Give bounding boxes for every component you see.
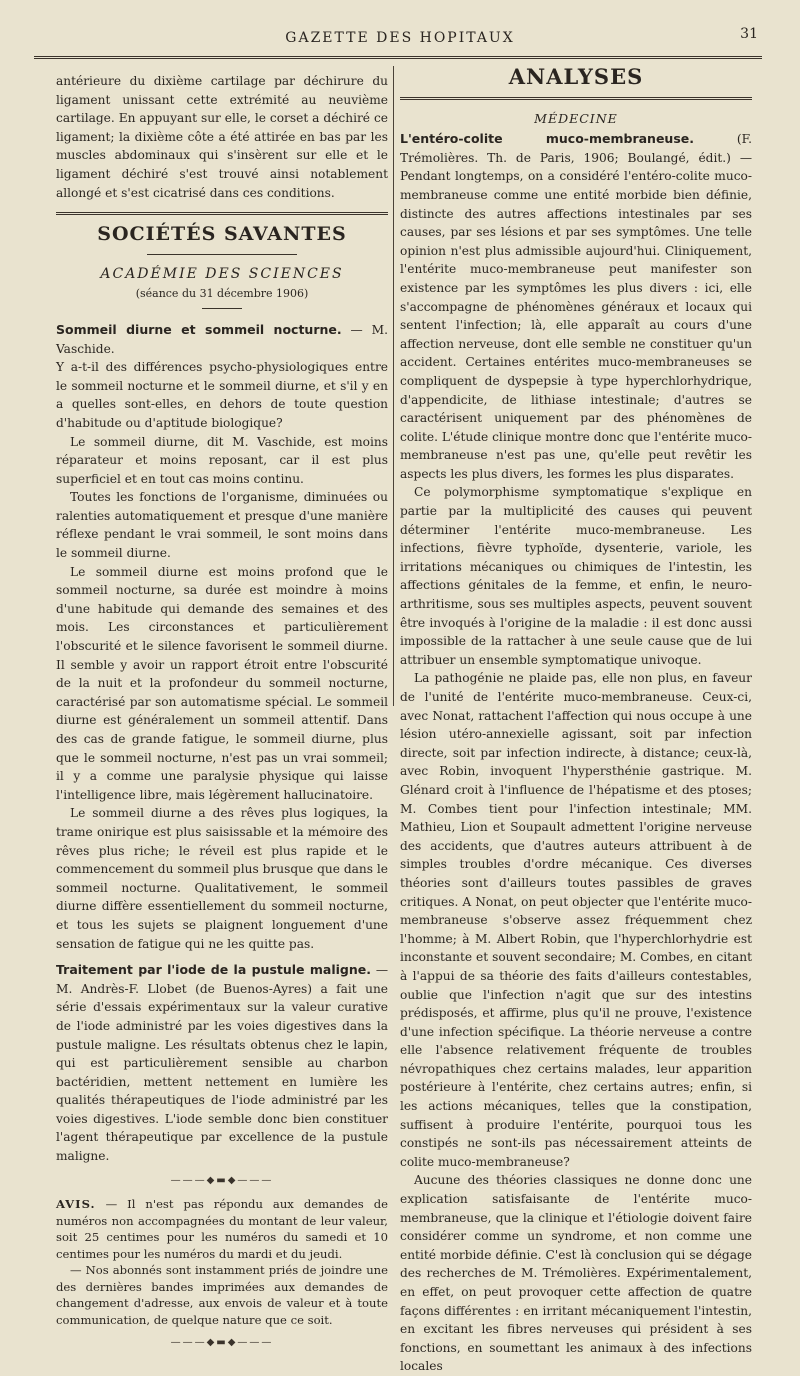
page-number: 31: [740, 26, 758, 42]
title-underline: [147, 254, 297, 255]
paragraph: Ce polymorphisme symptomatique s'explique en partie par la multiplicité des causes qui peuvent déterminer l'entérite muco-membraneuse. Les infections, fièvre typhoïde, dysenterie, variole, les irritations mécaniques ou chimiques de l'intestin, les affections génitales de la femme, et enfin, le neuro-arthritisme, sous ses multiples aspects, peuvent souvent être invoqués à l'origine de la maladie : il est donc aussi impossible de la rattacher à une seule cause que de lui attribuer un ensemble symptomatique univoque.: [400, 485, 752, 667]
paragraph: La pathogénie ne plaide pas, elle non plus, en faveur de l'unité de l'entérite muco-membraneuse. Ceux-ci, avec Nonat, rattachent l'affection qui nous occupe à une lésion utéro-annexielle agissant, soit par infection directe, soit par infection indirecte, à distance; ceux-là, avec Robin, invoquent l'hypersthénie gastrique. M. Glénard croit à l'influence de l'hépatisme et des ptoses; M. Combes tient pour l'infection intestinale; MM. Mathieu, Lion et Soupault admettent l'origine nerveuse des accidents, que d'autres auteurs attribuent à de simples troubles d'ordre mécanique. Ces diverses théories sont d'ailleurs toutes passibles de graves critiques. A Nonat, on peut objecter que l'entérite muco-membraneuse s'observe assez fréquemment chez l'homme; à M. Albert Robin, que l'hyperchlorhydrie est inconstante et souvent secondaire; M. Combes, en citant à l'appui de sa théorie des faits d'ailleurs contestables, oublie que l'infection n'agit que sur des intestins prédisposés, et affirme, plus qu'il ne prouve, l'existence d'une infection spécifique. La théorie nerveuse a contre elle l'absence relativement fréquente de troubles névropathiques chez certains malades, leur apparition postérieure à l'entérite, chez certains autres; enfin, si les actions mécaniques, telles que la constipation, suffisent à produire l'entérite, pourquoi tous les constipés ne sont-ils pas nécessairement atteints de colite muco-membraneuse?: [400, 671, 752, 1169]
paragraph: Aucune des théories classiques ne donne donc une explication satisfaisante de l'entérite muco-membraneuse, que la clinique et l'étiologie doivent faire considérer comme un syndrome, et non comme une entité morbide définie. C'est là conclusion qui se dégage des recherches de M. Trémolières. Expérimentalement, en effet, on peut provoquer cette affection de quatre façons différentes : en irritant mécaniquement l'intestin, en excitant les fibres nerveuses qui président à ses fonctions, en soumettant les animaux à des infections locales: [400, 1173, 752, 1374]
header-rule: [34, 56, 762, 59]
paragraph: — Pendant longtemps, on a considéré l'entéro-colite muco-membraneuse comme une entité morbide bien définie, distincte des autres affections intestinales par ses causes, par ses lésions et par ses symptômes. Une telle opinion n'est plus admissible aujourd'hui. Cliniquement, l'entérite muco-membraneuse peut manifester son existence par les symptômes les plus divers : ici, elle s'accompagne de phénomènes généraux et locaux qui sentent l'infection; là, elle apparaît au cours d'une affection nerveuse, dont elle semble ne constituer qu'un accident. Certaines entérites muco-membraneuses se compliquent de dyspepsie à type hyperchlorhydrique, d'appendicite, de lithiase intestinale; d'autres se caractérisent uniquement par des phénomènes de colite. L'étude clinique montre donc que l'entérite muco-membraneuse n'est pas une, qu'elle peut revêtir les aspects les plus divers, les formes les plus disparates.: [400, 150, 753, 481]
section-rule: [400, 97, 752, 100]
paragraph: Le sommeil diurne, dit M. Vaschide, est moins réparateur et moins reposant, car il est plus superficiel et en tout cas moins continu.: [56, 434, 388, 486]
section-title-societes: SOCIÉTÉS SAVANTES: [97, 223, 347, 246]
paragraph: Y a-t-il des différences psycho-physiologiques entre le sommeil nocturne et le sommeil diurne, et s'il y en a quelles sont-elles, en dehors de toute question d'habitude ou d'aptitude biologique?: [56, 360, 388, 430]
article-sommeil-heading: [56, 321, 388, 358]
intro-paragraph: antérieure du dixième cartilage par déchirure du ligament unissant cette extrémité au neuvième cartilage. En appuyant sur elle, le corset a déchiré ce ligament; la dixième côte a été attirée en bas par les muscles abdominaux qui s'insèrent sur elle et le ligament déchiré s'est trouvé ainsi notablement allongé et s'est cicatrisé dans ces conditions.: [56, 74, 388, 200]
paragraph: a fait une série d'essais expérimentaux sur la valeur curative de l'iode administré par les voies digestives dans la pustule maligne. Les résultats obtenus chez le lapin, qui est particulièrement sensible au charbon bactéridien, mettent nettement en lumière les qualités thérapeutiques de l'iode administré par les voies digestives. L'iode semble donc bien constituer l'agent thérapeutique par excellence de la pustule maligne.: [56, 981, 389, 1164]
article-title: L'entéro-colite muco-membraneuse.: [400, 131, 694, 147]
avis-text: — Il n'est pas répondu aux demandes de numéros non accompagnées du montant de leur valeur, soit 25 centimes pour les numéros du samedi et 10 centimes pour les numéros du mardi et du jeudi.: [56, 1197, 388, 1261]
section-rule: [56, 212, 388, 215]
article-author: — M. Vaschide.: [56, 322, 389, 356]
ornament-divider: ———◆▬◆———: [170, 1337, 274, 1349]
article-entero-heading: [400, 130, 752, 483]
column-divider: [393, 66, 394, 706]
medecine-heading: MÉDECINE: [534, 110, 618, 126]
page-header: [40, 26, 760, 50]
academy-heading: ACADÉMIE DES SCIENCES: [100, 265, 344, 282]
journal-title: GAZETTE DES HOPITAUX: [285, 30, 515, 46]
seance-date: (séance du 31 décembre 1906): [135, 287, 309, 301]
ornament-divider: ———◆▬◆———: [170, 1174, 274, 1186]
short-rule: [202, 308, 242, 309]
article-reference: (F. Trémolières. Th. de Paris, 1906; Boulangé, édit.): [400, 132, 752, 165]
avis-notice: [56, 1196, 388, 1328]
article-title: Sommeil diurne et sommeil nocturne.: [56, 321, 342, 337]
left-column: [56, 72, 388, 1359]
paragraph: Le sommeil diurne a des rêves plus logiques, la trame onirique est plus saisissable et la mémoire des rêves plus riche; le réveil est plus rapide et le commencement du sommeil plus brusque que dans le sommeil nocturne. Qualitativement, le sommeil diurne diffère essentiellement du sommeil nocturne, et tous les sujets se plaignent longuement d'une sensation de fatigue qui ne les quitte pas.: [56, 806, 388, 951]
right-column: [400, 66, 752, 1376]
article-author: — M. Andrès-F. Llobet (de Buenos-Ayres): [56, 963, 389, 996]
paragraph: Le sommeil diurne est moins profond que le sommeil nocturne, sa durée est moindre à moins d'une habitude qui demande des semaines et des mois. Les circonstances et particulièrement l'obscurité et le silence favorisent le sommeil diurne. Il semble y avoir un rapport étroit entre l'obscurité de la nuit et la profondeur du sommeil nocturne, caractérisé par son automatisme spécial. Le sommeil diurne est généralement un sommeil attentif. Dans des cas de grande fatigue, le sommeil diurne, plus que le sommeil nocturne, n'est pas un vrai sommeil; il y a comme une paralysie physique qui laisse l'intelligence libre, mais légèrement hallucinatoire.: [56, 564, 388, 802]
article-iode-heading: [56, 961, 388, 1166]
paragraph: Toutes les fonctions de l'organisme, diminuées ou ralenties automatiquement et presque d'une manière réflexe pendant le vrai sommeil, le sont moins dans le sommeil diurne.: [56, 490, 388, 561]
section-title-analyses: ANALYSES: [508, 64, 644, 89]
article-title: Traitement par l'iode de la pustule maligne.: [56, 962, 371, 978]
avis-text: — Nos abonnés sont instamment priés de joindre une des dernières bandes imprimées aux demandes de changement d'adresse, aux envois de valeur et à toute communication, de quelque nature que ce soit.: [56, 1263, 388, 1327]
avis-lead: AVIS.: [56, 1197, 96, 1212]
